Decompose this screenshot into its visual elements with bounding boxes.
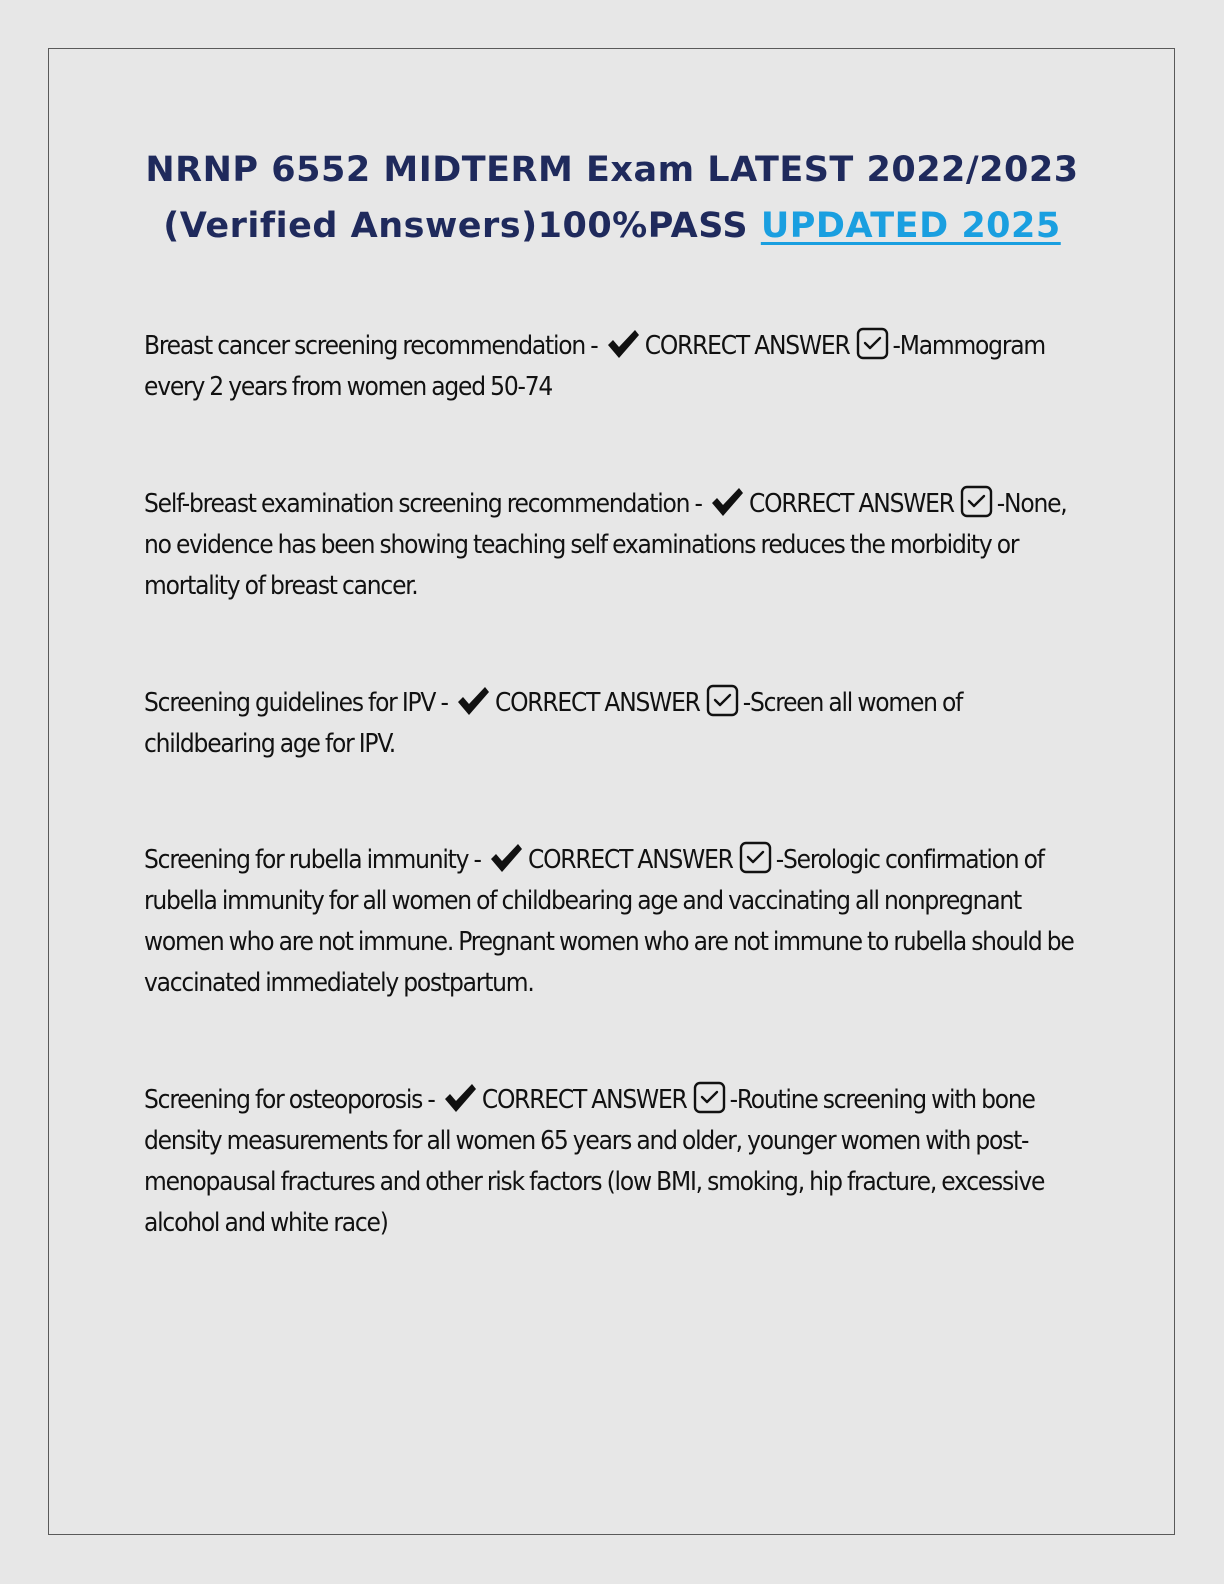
question-text: Screening for osteoporosis -: [144, 1085, 435, 1115]
qa-item-3: [144, 683, 1084, 765]
answer-text: -Routine screening with bone density measurements for all women 65 years and older, younger women with post-menopausal fractures and other risk factors (low BMI, smoking, hip fracture, excessive alcohol and white race): [144, 1085, 1045, 1238]
title-line-2: [60, 198, 1164, 254]
title-line-2-text: (Verified Answers)100%PASS: [163, 206, 749, 246]
page-border: [48, 48, 1175, 1535]
check-mark-icon: [455, 685, 491, 717]
checked-box-icon: [693, 1081, 726, 1114]
check-mark-icon: [488, 842, 524, 874]
answer-text: -Mammogram every 2 years from women aged 50-74: [144, 331, 1045, 402]
qa-item-2: [144, 484, 1084, 607]
checked-box-icon: [739, 841, 772, 874]
question-text: Breast cancer screening recommendation -: [144, 331, 598, 361]
answer-text: -Screen all women of childbearing age for IPV.: [144, 688, 963, 759]
checked-box-icon: [706, 684, 739, 717]
check-mark-icon: [709, 486, 745, 518]
title-line-1: NRNP 6552 MIDTERM Exam LATEST 2022/2023: [145, 150, 1079, 190]
checked-box-icon: [960, 485, 993, 518]
qa-item-1: [144, 326, 1084, 408]
document-title: [60, 142, 1164, 254]
qa-item-5: [144, 1080, 1084, 1244]
updated-link[interactable]: UPDATED 2025: [760, 206, 1061, 246]
correct-answer-tag: CORRECT ANSWER: [749, 489, 954, 519]
question-text: Screening guidelines for IPV -: [144, 688, 448, 718]
question-text: Screening for rubella immunity -: [144, 845, 481, 875]
check-mark-icon: [605, 328, 641, 360]
answer-text: -None, no evidence has been showing teaching self examinations reduces the morbidity or mortality of breast cancer.: [144, 489, 1067, 601]
check-mark-icon: [442, 1082, 478, 1114]
correct-answer-tag: CORRECT ANSWER: [481, 1085, 687, 1115]
correct-answer-tag: CORRECT ANSWER: [644, 331, 850, 361]
answer-text: -Serologic confirmation of rubella immunity for all women of childbearing age and vaccinating all nonpregnant women who are not immune. Pregnant women who are not immune to rubella should be vaccinated immediately postpartum.: [144, 845, 1074, 998]
question-text: Self-breast examination screening recommendation -: [144, 489, 702, 519]
correct-answer-tag: CORRECT ANSWER: [494, 688, 700, 718]
qa-item-4: [144, 840, 1084, 1004]
checked-box-icon: [856, 327, 889, 360]
correct-answer-tag: CORRECT ANSWER: [527, 845, 733, 875]
